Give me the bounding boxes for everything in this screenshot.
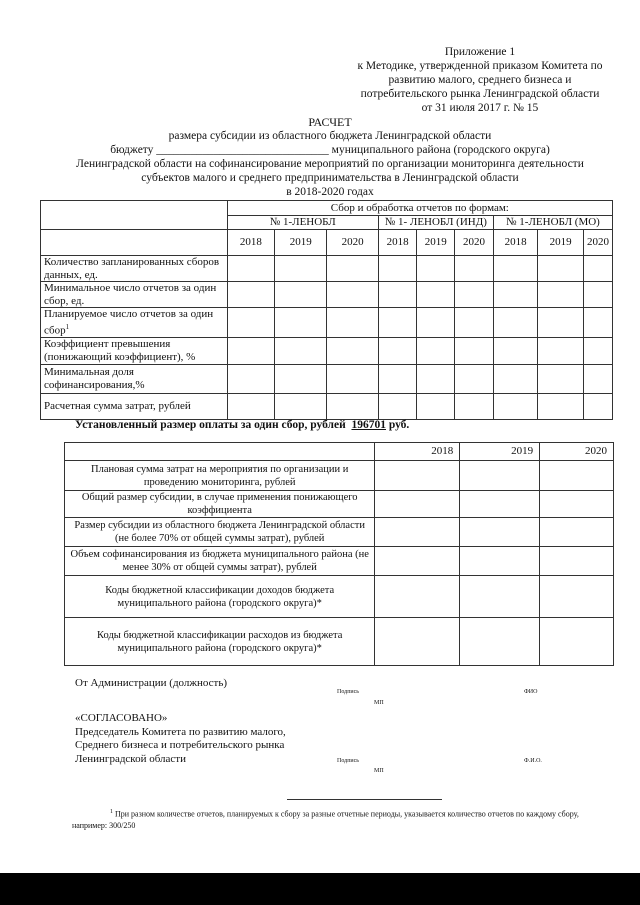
row-label [41, 308, 228, 338]
footnote-text: При разном количестве отчетов, планируемых к сбору за разные отчетные периоды, указывается количество отчетов по каждому сбору, [115, 809, 579, 819]
value-cell[interactable] [327, 308, 378, 338]
agreed-line: «СОГЛАСОВАНО» [75, 712, 168, 724]
value-cell[interactable] [375, 461, 460, 491]
value-cell[interactable] [455, 337, 494, 364]
footnote-mark: 1 [110, 809, 113, 815]
agreed-line: Среднего бизнеса и потребительского рынка [75, 739, 285, 751]
year-header: 2018 [493, 230, 538, 256]
value-cell[interactable] [540, 461, 614, 491]
value-cell[interactable] [327, 393, 378, 419]
row-label-text: Коэффициент превышения (понижающий коэффициент), % [44, 338, 196, 363]
value-cell[interactable] [540, 576, 614, 618]
value-cell[interactable] [460, 547, 540, 576]
row-label: Плановая сумма затрат на мероприятия по организации и проведению мониторинга, рублей [65, 461, 375, 491]
value-cell[interactable] [538, 282, 584, 308]
subtitle-line: Ленинградской области на софинансирование мероприятий по организации мониторинга деятельности [76, 158, 584, 170]
signature-label: Подпись [337, 758, 360, 764]
value-cell[interactable] [538, 364, 584, 393]
row-label: Коды бюджетной классификации расходов из бюджета муниципального района (городского округа)* [65, 618, 375, 666]
value-cell[interactable] [378, 337, 417, 364]
year-header: 2019 [417, 230, 455, 256]
value-cell[interactable] [275, 337, 327, 364]
footnote-example: например: 300/250 [72, 820, 136, 830]
year-header: 2020 [455, 230, 494, 256]
signature-label: Подпись [337, 689, 360, 695]
value-cell[interactable] [538, 256, 584, 282]
appendix-line: развитию малого, среднего бизнеса и [388, 74, 572, 86]
value-cell[interactable] [540, 547, 614, 576]
value-cell[interactable] [227, 337, 274, 364]
value-cell[interactable] [378, 308, 417, 338]
form-header: № 1-ЛЕНОБЛ (МО) [493, 216, 612, 230]
value-cell[interactable] [493, 308, 538, 338]
year-header: 2018 [375, 443, 460, 461]
value-cell[interactable] [460, 618, 540, 666]
row-label-text: Планируемое число отчетов за один сбор [44, 308, 214, 337]
row-label [41, 337, 228, 364]
subtitle-line: бюджету ______________________________ муниципального района (городского округа) [110, 144, 550, 156]
value-cell[interactable] [455, 256, 494, 282]
payment-label: Установленный размер оплаты за один сбор, рублей [75, 419, 346, 431]
row-label: Объем софинансирования из бюджета муниципального района (не менее 30% от общей суммы затрат), рублей [65, 547, 375, 576]
value-cell[interactable] [227, 364, 274, 393]
subtitle-line: в 2018-2020 годах [286, 186, 374, 198]
form-header: № 1-ЛЕНОБЛ [227, 216, 378, 230]
value-cell[interactable] [417, 282, 455, 308]
value-cell[interactable] [583, 337, 612, 364]
stamp-label: МП [374, 700, 384, 706]
value-cell[interactable] [327, 282, 378, 308]
payment-unit: руб. [388, 419, 410, 431]
year-header: 2018 [227, 230, 274, 256]
value-cell[interactable] [378, 364, 417, 393]
value-cell[interactable] [378, 256, 417, 282]
value-cell[interactable] [275, 256, 327, 282]
admin-label: От Администрации (должность) [75, 677, 228, 689]
value-cell[interactable] [227, 256, 274, 282]
year-header: 2019 [538, 230, 584, 256]
row-label-text: Расчетная сумма затрат, рублей [44, 399, 191, 412]
appendix-line: потребительского рынка Ленинградской области [360, 88, 600, 100]
footnote-divider [287, 799, 442, 800]
value-cell[interactable] [583, 256, 612, 282]
payment-amount: 196701 [351, 419, 386, 431]
value-cell[interactable] [460, 518, 540, 547]
value-cell[interactable] [227, 282, 274, 308]
agreed-line: Ленинградской области [75, 752, 186, 765]
value-cell[interactable] [455, 282, 494, 308]
value-cell[interactable] [538, 308, 584, 338]
row-label: Размер субсидии из областного бюджета Ленинградской области (не более 70% от общей суммы затрат), рублей [65, 518, 375, 547]
value-cell[interactable] [275, 393, 327, 419]
value-cell[interactable] [493, 256, 538, 282]
group-header: Сбор и обработка отчетов по формам: [227, 201, 612, 216]
year-header: 2019 [460, 443, 540, 461]
year-header: 2020 [583, 230, 612, 256]
value-cell[interactable] [540, 491, 614, 518]
value-cell[interactable] [375, 618, 460, 666]
value-cell[interactable] [455, 308, 494, 338]
row-label-text: Минимальная доля софинансирования,% [44, 366, 145, 391]
row-label [41, 256, 228, 282]
agreed-block [75, 712, 286, 766]
value-cell[interactable] [375, 491, 460, 518]
row-label [41, 364, 228, 393]
year-header: 2019 [275, 230, 327, 256]
row-label-text: Количество запланированных сборов данных, ед. [44, 256, 220, 281]
stamp-label: МП [374, 768, 384, 774]
appendix-block [340, 45, 620, 115]
value-cell[interactable] [227, 308, 274, 338]
title-block [0, 115, 640, 199]
table-row [65, 518, 614, 547]
value-cell[interactable] [540, 518, 614, 547]
table-row [65, 618, 614, 666]
value-cell[interactable] [417, 256, 455, 282]
value-cell[interactable] [538, 393, 584, 419]
value-cell[interactable] [583, 364, 612, 393]
value-cell[interactable] [493, 393, 538, 419]
empty-cell [65, 443, 375, 461]
value-cell[interactable] [327, 364, 378, 393]
table-row [65, 491, 614, 518]
value-cell[interactable] [460, 491, 540, 518]
table-row [41, 282, 613, 308]
row-label [41, 393, 228, 419]
value-cell[interactable] [538, 337, 584, 364]
corner-cell [41, 201, 228, 230]
value-cell[interactable] [460, 576, 540, 618]
table-row [41, 393, 613, 419]
value-cell[interactable] [275, 308, 327, 338]
row-label-text: Минимальное число отчетов за один сбор, ед. [44, 282, 217, 307]
value-cell[interactable] [540, 618, 614, 666]
table-row [41, 308, 613, 338]
table-row [65, 547, 614, 576]
value-cell[interactable] [375, 547, 460, 576]
value-cell[interactable] [378, 282, 417, 308]
form-header: № 1- ЛЕНОБЛ (ИНД) [378, 216, 493, 230]
agreed-line: Председатель Комитета по развитию малого, [75, 725, 286, 738]
value-cell[interactable] [417, 337, 455, 364]
table-row [65, 576, 614, 618]
value-cell[interactable] [583, 308, 612, 338]
value-cell[interactable] [460, 461, 540, 491]
scan-border [0, 873, 640, 905]
value-cell[interactable] [493, 337, 538, 364]
value-cell[interactable] [455, 364, 494, 393]
value-cell[interactable] [378, 393, 417, 419]
value-cell[interactable] [275, 364, 327, 393]
subtitle-line: размера субсидии из областного бюджета Ленинградской области [168, 130, 492, 142]
value-cell[interactable] [227, 393, 274, 419]
reports-table [40, 200, 613, 420]
value-cell[interactable] [583, 282, 612, 308]
value-cell[interactable] [493, 364, 538, 393]
row-label: Общий размер субсидии, в случае применения понижающего коэффициента [65, 491, 375, 518]
subsidy-table [64, 442, 614, 666]
table-row [41, 364, 613, 393]
table-row [41, 337, 613, 364]
table-row [41, 256, 613, 282]
value-cell[interactable] [417, 308, 455, 338]
table-row [65, 461, 614, 491]
year-header: 2020 [327, 230, 378, 256]
payment-line [75, 419, 409, 431]
value-cell[interactable] [327, 256, 378, 282]
year-header: 2018 [378, 230, 417, 256]
value-cell[interactable] [583, 393, 612, 419]
value-cell[interactable] [375, 518, 460, 547]
subtitle-line: субъектов малого и среднего предпринимательства в Ленинградской области [141, 172, 519, 184]
footnote-mark: 1 [65, 322, 70, 331]
value-cell[interactable] [493, 282, 538, 308]
footnote [72, 807, 632, 831]
value-cell[interactable] [375, 576, 460, 618]
value-cell[interactable] [417, 393, 455, 419]
empty-cell [41, 230, 228, 256]
year-header: 2020 [540, 443, 614, 461]
page-title: РАСЧЕТ [308, 115, 352, 129]
value-cell[interactable] [275, 282, 327, 308]
appendix-line: к Методике, утвержденной приказом Комитета по [357, 60, 603, 72]
appendix-line: Приложение 1 [444, 46, 516, 58]
appendix-line: от 31 июля 2017 г. № 15 [421, 102, 539, 114]
row-label [41, 282, 228, 308]
row-label: Коды бюджетной классификации доходов бюджета муниципального района (городского округа)* [65, 576, 375, 618]
fio-label: ФИО [524, 689, 538, 695]
fio-label: Ф.И.О. [524, 758, 542, 764]
value-cell[interactable] [327, 337, 378, 364]
value-cell[interactable] [455, 393, 494, 419]
value-cell[interactable] [417, 364, 455, 393]
